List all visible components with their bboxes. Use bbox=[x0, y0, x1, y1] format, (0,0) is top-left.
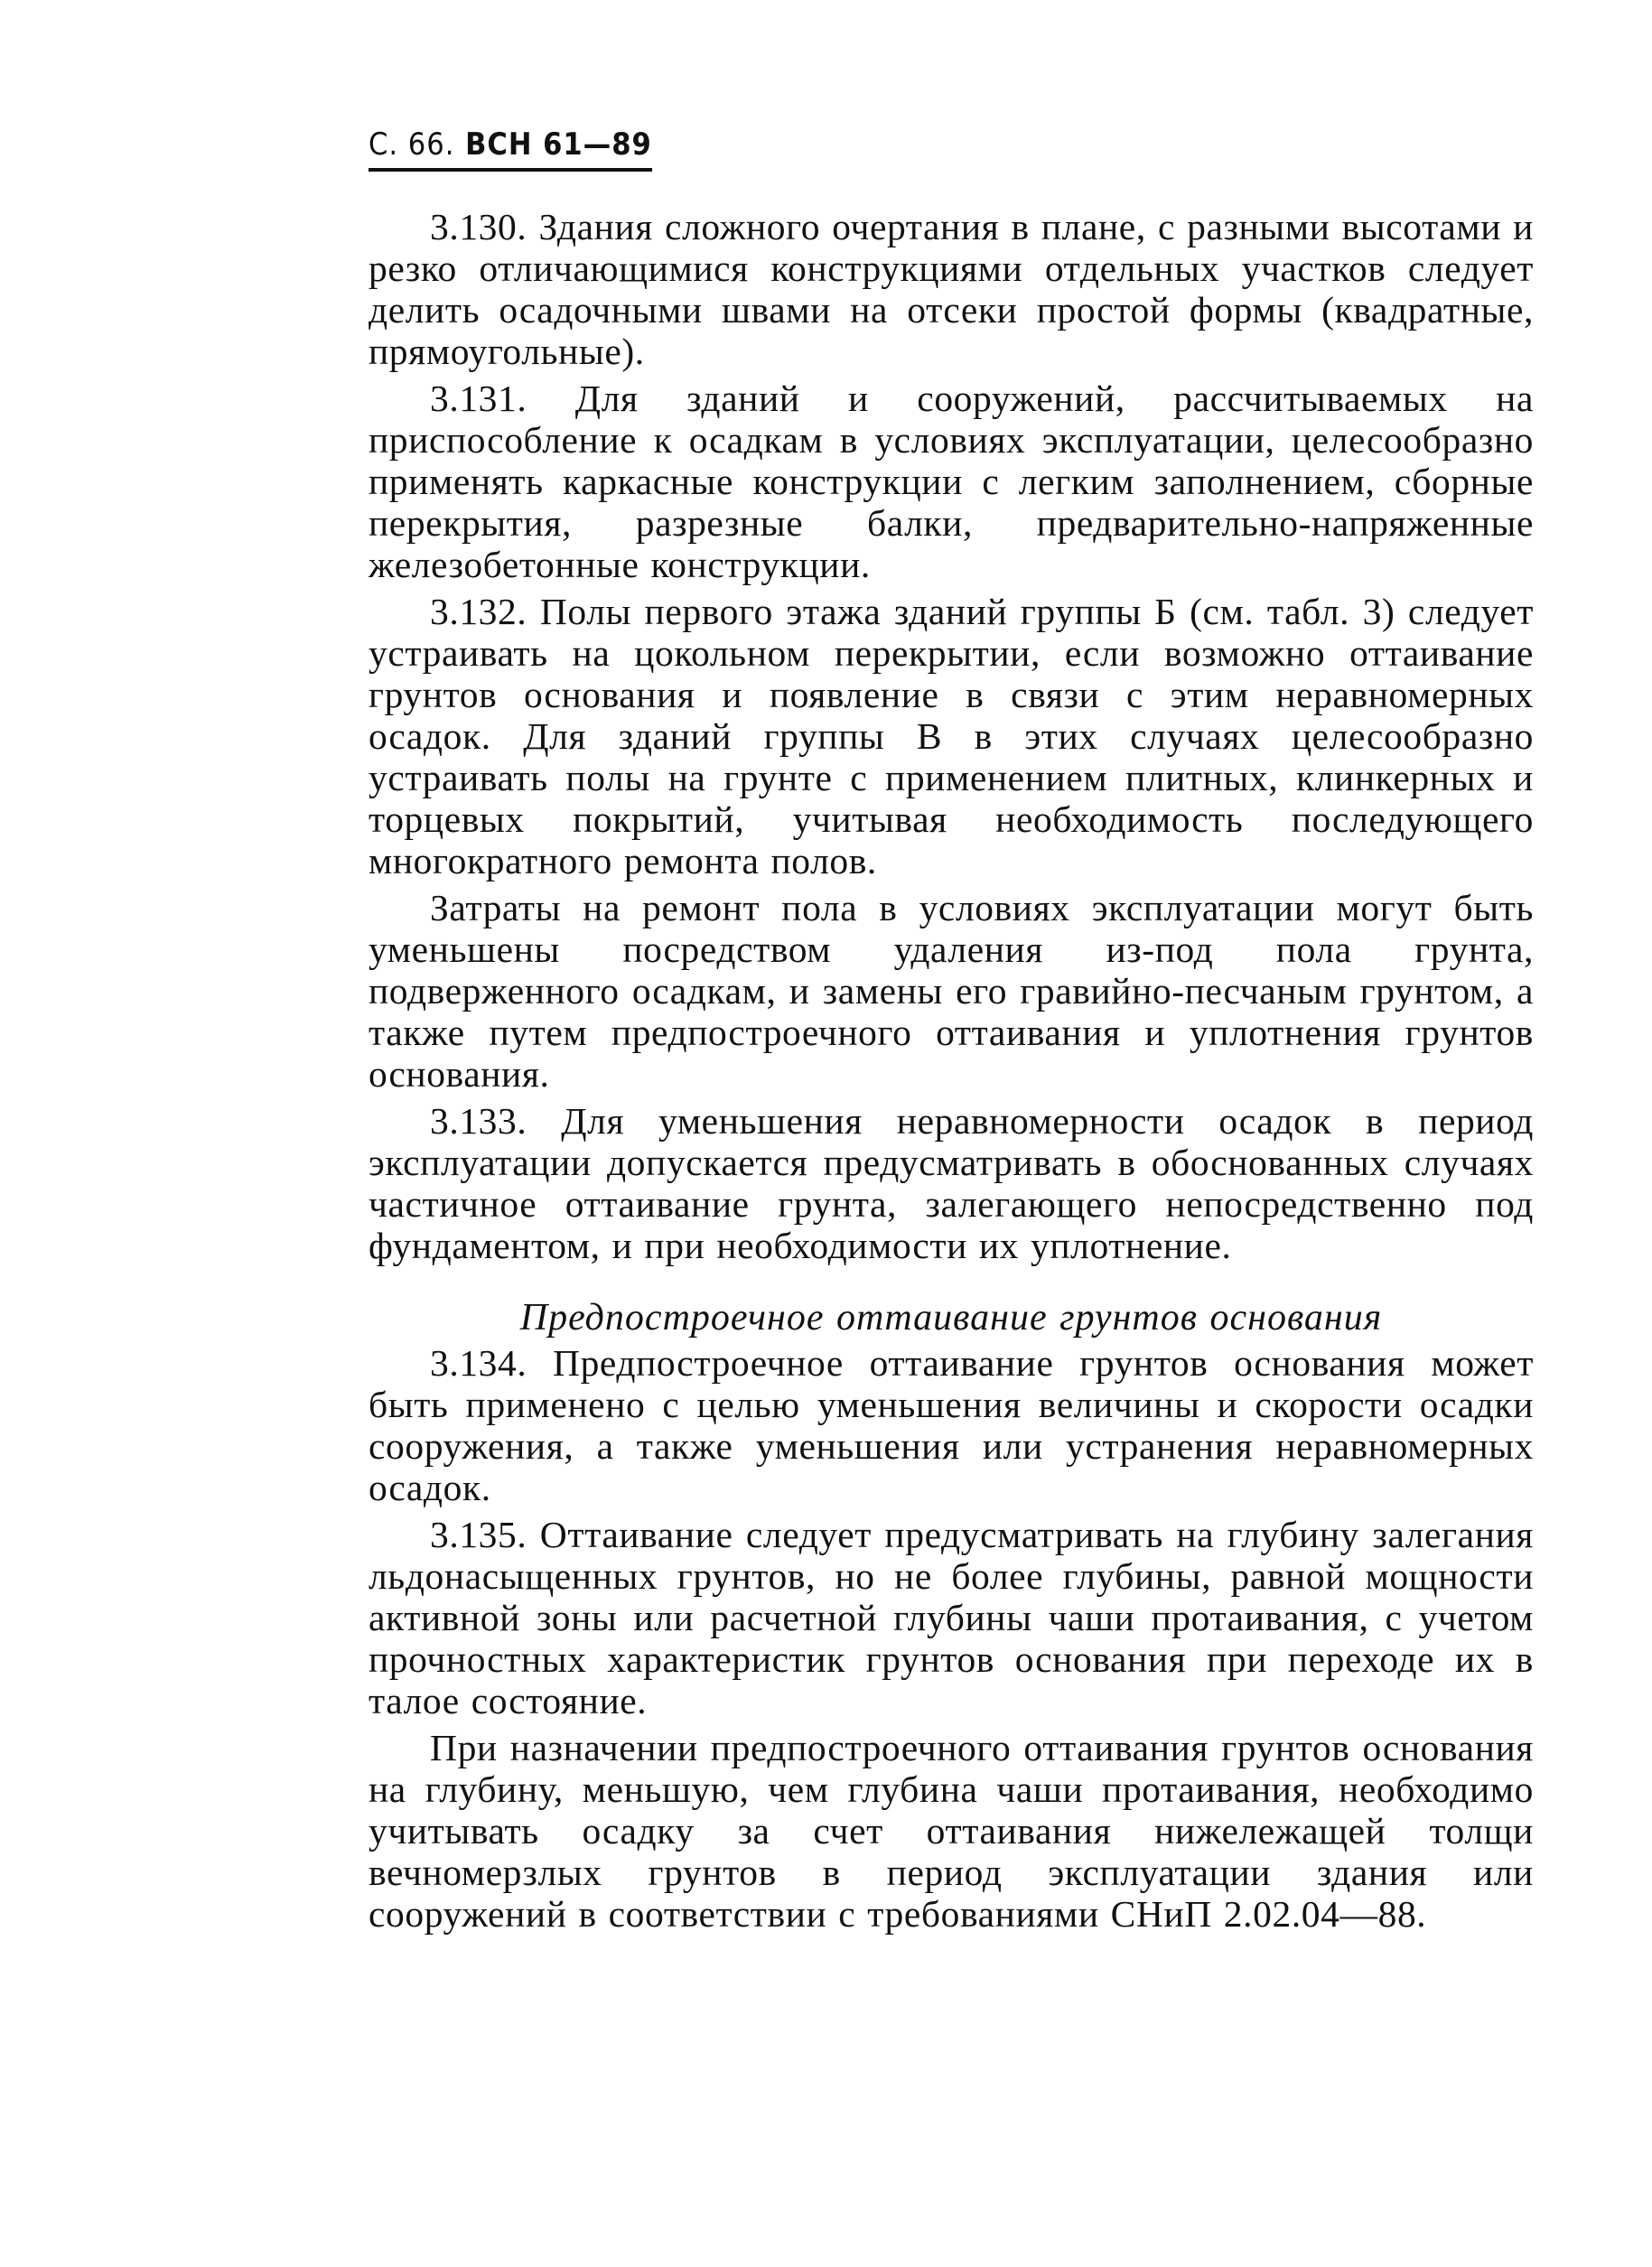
document-code: ВСН 61—89 bbox=[465, 126, 652, 163]
paragraph-3-132-continued: Затраты на ремонт пола в условиях эксплуатации могут быть уменьшены посредством удаления из-под пола грунта, подверженного осадкам, и замены его гравийно-песчаным грунтом, а также путем предпостроечного оттаивания и уплотнения грунтов основания. bbox=[369, 887, 1534, 1095]
paragraph-3-134: 3.134. Предпостроечное оттаивание грунтов основания может быть применено с целью уменьшения величины и скорости осадки сооружения, а также уменьшения или устранения неравномерных осадок. bbox=[369, 1342, 1534, 1508]
body-text bbox=[369, 206, 1534, 1935]
paragraph-3-132: 3.132. Полы первого этажа зданий группы Б (см. табл. 3) следует устраивать на цокольном перекрытии, если возможно оттаивание грунтов основания и появление в связи с этим неравномерных осадок. Для зданий группы В в этих случаях целесообразно устраивать полы на грунте с применением плитных, клинкерных и торцевых покрытий, учитывая необходимость последующего многократного ремонта полов. bbox=[369, 591, 1534, 882]
section-subheading: Предпостроечное оттаивание грунтов основания bbox=[519, 1297, 1383, 1339]
paragraph-3-135: 3.135. Оттаивание следует предусматривать на глубину залегания льдонасыщенных грунтов, но не более глубины, равной мощности активной зоны или расчетной глубины чаши протаивания, с учетом прочностных характеристик грунтов основания при переходе их в талое состояние. bbox=[369, 1514, 1534, 1721]
paragraph-3-130: 3.130. Здания сложного очертания в плане, с разными высотами и резко отличающимися конструкциями отдельных участков следует делить осадочными швами на отсеки простой формы (квадратные, прямоугольные). bbox=[369, 206, 1534, 372]
paragraph-3-131: 3.131. Для зданий и сооружений, рассчитываемых на приспособление к осадкам в условиях эксплуатации, целесообразно применять каркасные конструкции с легким заполнением, сборные перекрытия, разрезные балки, предварительно-напряженные железобетонные конструкции. bbox=[369, 378, 1534, 585]
page-header bbox=[369, 126, 652, 172]
document-page bbox=[369, 126, 1534, 1940]
paragraph-3-135-continued: При назначении предпостроечного оттаивания грунтов основания на глубину, меньшую, чем глубина чаши протаивания, необходимо учитывать осадку за счет оттаивания нижележащей толщи вечномерзлых грунтов в период эксплуатации здания или сооружений в соответствии с требованиями СНиП 2.02.04—88. bbox=[369, 1727, 1534, 1935]
paragraph-3-133: 3.133. Для уменьшения неравномерности осадок в период эксплуатации допускается предусматривать в обоснованных случаях частичное оттаивание грунта, залегающего непосредственно под фундаментом, и при необходимости их уплотнение. bbox=[369, 1100, 1534, 1266]
page-number: С. 66. bbox=[369, 126, 455, 163]
